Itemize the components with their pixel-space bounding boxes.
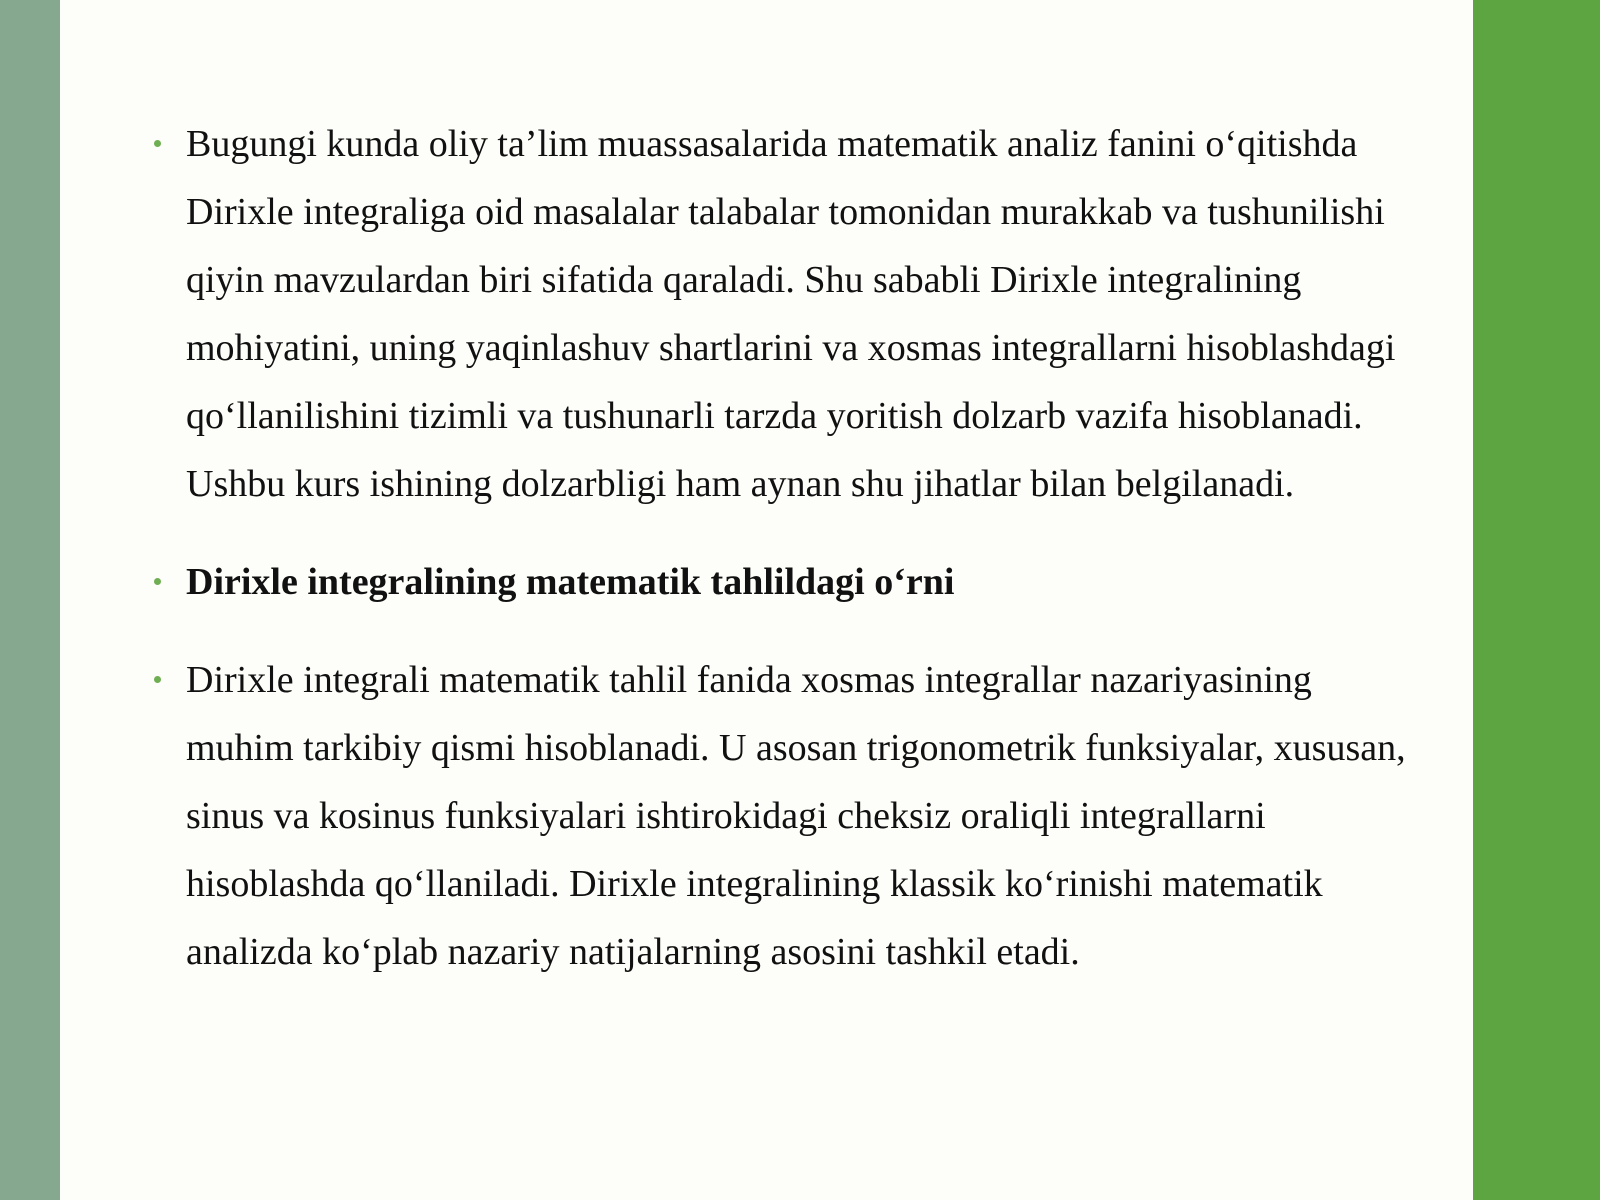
section-heading-text: Dirixle integralining matematik tahlildagi o‘rni [186,561,955,603]
bullet-item-description [60,646,1473,986]
right-decorative-band [1473,0,1600,1200]
paragraph-relevance-text: Bugungi kunda oliy ta’lim muassasalarida matematik analiz fanini o‘qitishda Dirixle integraliga oid masalalar talabalar tomonidan murakkab va tushunilishi qiyin mavzulardan biri sifatida qaraladi. Shu sababli Dirixle integralining mohiyatini, uning yaqinlashuv shartlarini va xosmas integrallarni hisoblashdagi qo‘llanilishini tizimli va tushunarli tarzda yoritish dolzarb vazifa hisoblanadi. Ushbu kurs ishining dolzarbligi ham aynan shu jihatlar bilan belgilanadi. [186,123,1396,505]
left-decorative-band [0,0,60,1200]
bullet-item-heading [60,548,1473,616]
bullet-dot [154,676,161,683]
slide-content [60,0,1473,1200]
bullet-item-relevance [60,110,1473,518]
bullet-list [60,110,1473,986]
bullet-dot [154,140,161,147]
paragraph-description-text: Dirixle integrali matematik tahlil fanida xosmas integrallar nazariyasining muhim tarkibiy qismi hisoblanadi. U asosan trigonometrik funksiyalar, xususan, sinus va kosinus funksiyalari ishtirokidagi cheksiz oraliqli integrallarni hisoblashda qo‘llaniladi. Dirixle integralining klassik ko‘rinishi matematik analizda ko‘plab nazariy natijalarning asosini tashkil etadi. [186,659,1406,973]
bullet-dot [154,578,161,585]
